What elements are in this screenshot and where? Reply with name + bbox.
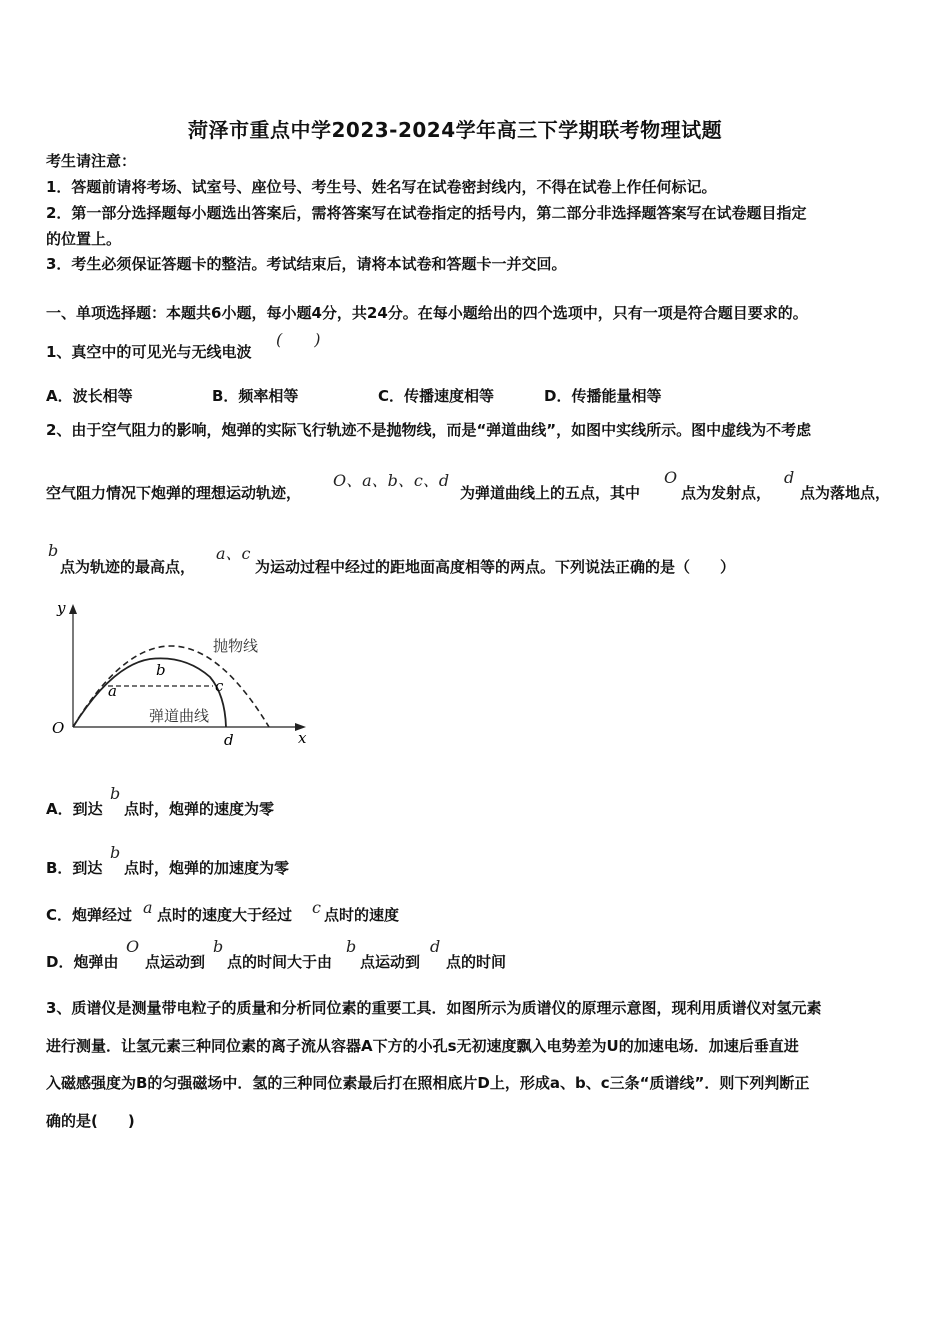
q3-line-2: 进行测量．让氢元素三种同位素的离子流从容器A下方的小孔s无初速度飘入电势差为U的加速电场．加速后垂直进 xyxy=(46,1037,799,1055)
trajectory-figure xyxy=(40,595,330,755)
q2-option-a-pre: A．到达 xyxy=(46,800,103,818)
point-d-label: d xyxy=(224,731,234,749)
ballistic-label: 弹道曲线 xyxy=(149,707,210,725)
q2-option-a-post: 点时，炮弹的速度为零 xyxy=(124,800,275,818)
y-axis-label: y xyxy=(57,599,66,617)
q2-line-2a: 空气阻力情况下炮弹的理想运动轨迹， xyxy=(46,484,302,502)
q2-option-b-post: 点时，炮弹的加速度为零 xyxy=(124,859,290,877)
q1-option-a: A．波长相等 xyxy=(46,387,133,405)
q2-option-d-post: 点的时间 xyxy=(446,953,507,971)
q2-symbols-points: O、a、b、c、d xyxy=(333,471,450,490)
q2-line-1: 2、由于空气阻力的影响，炮弹的实际飞行轨迹不是抛物线，而是“弹道曲线”，如图中实线所示。图中虚线为不考虑 xyxy=(46,421,812,439)
q2-line-2c: 点为发射点， xyxy=(681,484,772,502)
q2-option-c-post: 点时的速度 xyxy=(324,906,400,924)
q1-option-b: B．频率相等 xyxy=(212,387,299,405)
q2-option-d-symbol-2: b xyxy=(213,937,224,956)
q2-symbol-b: b xyxy=(48,541,59,560)
q2-option-b-symbol: b xyxy=(110,843,121,862)
q2-option-d-mid-1: 点运动到 xyxy=(145,953,206,971)
q1-stem: 1、真空中的可见光与无线电波 xyxy=(46,343,252,361)
q1-option-c: C．传播速度相等 xyxy=(378,387,495,405)
q2-line-3a: 点为轨迹的最高点， xyxy=(60,558,196,576)
point-a-label: a xyxy=(108,682,117,700)
notice-heading: 考生请注意： xyxy=(46,152,137,170)
q2-line-2d: 点为落地点， xyxy=(800,484,891,502)
q2-option-d-symbol-1: O xyxy=(126,937,140,956)
q2-option-d-pre: D．炮弹由 xyxy=(46,953,119,971)
q2-line-2b: 为弹道曲线上的五点，其中 xyxy=(460,484,641,502)
y-axis-arrow xyxy=(69,604,77,614)
q2-line-3b: 为运动过程中经过的距地面高度相等的两点。下列说法正确的是（ ） xyxy=(255,558,736,576)
notice-line-2-cont: 的位置上。 xyxy=(46,230,122,248)
q2-option-d-mid-2: 点的时间大于由 xyxy=(227,953,333,971)
q2-symbol-ac: a、c xyxy=(216,544,251,563)
q3-line-1: 3、质谱仪是测量带电粒子的质量和分析同位素的重要工具．如图所示为质谱仪的原理示意图，现利用质谱仪对氢元素 xyxy=(46,999,822,1017)
origin-label: O xyxy=(52,719,65,737)
q2-option-d-symbol-3: b xyxy=(346,937,357,956)
notice-line-1: 1．答题前请将考场、试室号、座位号、考生号、姓名写在试卷密封线内，不得在试卷上作任何标记。 xyxy=(46,178,717,196)
point-c-label: c xyxy=(215,677,224,695)
q2-symbol-d: d xyxy=(784,468,795,487)
notice-line-2: 2．第一部分选择题每小题选出答案后，需将答案写在试卷指定的括号内，第二部分非选择题答案写在试卷题目指定 xyxy=(46,204,807,222)
section-heading: 一、单项选择题：本题共6小题，每小题4分，共24分。在每小题给出的四个选项中，只有一项是符合题目要求的。 xyxy=(46,304,808,322)
q2-option-c-pre: C．炮弹经过 xyxy=(46,906,133,924)
notice-line-3: 3．考生必须保证答题卡的整洁。考试结束后，请将本试卷和答题卡一并交回。 xyxy=(46,255,567,273)
q1-option-d: D．传播能量相等 xyxy=(544,387,662,405)
x-axis-label: x xyxy=(298,729,307,747)
page-title: 菏泽市重点中学2023-2024学年高三下学期联考物理试题 xyxy=(188,118,723,142)
q1-answer-paren: ( ) xyxy=(276,330,321,349)
q2-symbol-o: O xyxy=(664,468,678,487)
q2-option-d-symbol-4: d xyxy=(430,937,441,956)
parabola-label: 抛物线 xyxy=(213,637,259,655)
q2-option-c-symbol-2: c xyxy=(312,898,321,917)
q2-option-c-symbol-1: a xyxy=(143,898,153,917)
q3-line-4: 确的是( ) xyxy=(46,1112,135,1130)
q2-option-c-mid: 点时的速度大于经过 xyxy=(157,906,293,924)
q3-line-3: 入磁感强度为B的匀强磁场中．氢的三种同位素最后打在照相底片D上，形成a、b、c三条“质谱线”．则下列判断正 xyxy=(46,1074,810,1092)
point-b-label: b xyxy=(156,661,166,679)
q2-option-b-pre: B．到达 xyxy=(46,859,103,877)
q2-option-a-symbol: b xyxy=(110,784,121,803)
q2-option-d-mid-3: 点运动到 xyxy=(360,953,421,971)
